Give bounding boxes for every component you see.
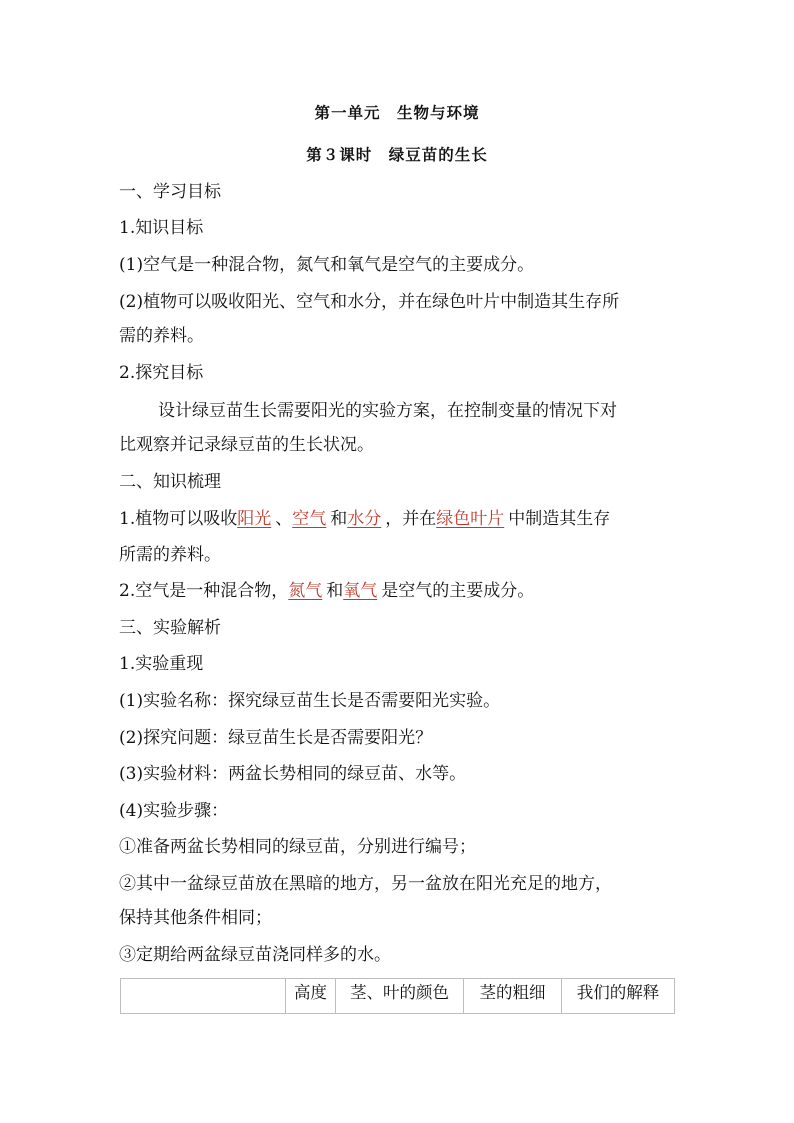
observation-table: [120, 978, 675, 1014]
table-header-thickness: 茎的粗细: [464, 979, 562, 1014]
table-header-explanation: 我们的解释: [562, 979, 675, 1014]
answer-oxygen: 氧气: [343, 581, 378, 601]
explore-goal-line1: 设计绿豆苗生长需要阳光的实验方案，在控制变量的情况下对: [158, 401, 617, 421]
summary-1-sep1: 、: [275, 509, 293, 529]
step-3: ③定期给两盆绿豆苗浇同样多的水。: [119, 945, 391, 965]
experiment-materials: (3)实验材料：两盆长势相同的绿豆苗、水等。: [119, 764, 467, 784]
summary-1-mid: ，并在: [385, 509, 437, 529]
answer-air: 空气: [292, 509, 327, 529]
experiment-name: (1)实验名称：探究绿豆苗生长是否需要阳光实验。: [119, 691, 501, 711]
experiment-question: (2)探究问题：绿豆苗生长是否需要阳光？: [119, 728, 433, 748]
answer-nitrogen: 氮气: [288, 581, 323, 601]
summary-2-sep: 和: [326, 581, 344, 601]
summary-line-1-cont: 所需的养料。: [119, 545, 221, 565]
knowledge-goal-title: 1.知识目标: [119, 218, 204, 238]
answer-water: 水分: [347, 509, 382, 529]
table-header-color: 茎、叶的颜色: [336, 979, 464, 1014]
section-3-title: 三、实验解析: [119, 618, 221, 638]
summary-2-suffix: 是空气的主要成分。: [381, 581, 535, 601]
table-header-blank: [121, 979, 286, 1014]
knowledge-goal-2-line1: (2)植物可以吸收阳光、空气和水分，并在绿色叶片中制造其生存所: [119, 292, 620, 312]
summary-1-prefix: 1.植物可以吸收: [119, 509, 238, 529]
summary-line-1: [119, 507, 679, 531]
explore-goal-title: 2.探究目标: [119, 363, 204, 383]
table-header-row: [121, 979, 675, 1014]
summary-1-sep2: 和: [330, 509, 348, 529]
summary-line-2: [119, 579, 679, 603]
summary-2-prefix: 2.空气是一种混合物，: [119, 581, 289, 601]
knowledge-goal-1: (1)空气是一种混合物，氮气和氧气是空气的主要成分。: [119, 255, 535, 275]
section-2-title: 二、知识梳理: [119, 472, 221, 492]
knowledge-goal-2-line2: 需的养料。: [119, 326, 204, 346]
experiment-subtitle: 1.实验重现: [119, 654, 204, 674]
summary-1-suffix: 中制造其生存: [508, 509, 611, 529]
lesson-title: 第３课时 绿豆苗的生长: [306, 146, 488, 164]
answer-sunlight: 阳光: [237, 509, 272, 529]
experiment-steps-title: (4)实验步骤：: [119, 801, 229, 821]
table-header-height: 高度: [286, 979, 336, 1014]
step-1: ①准备两盆长势相同的绿豆苗，分别进行编号；: [119, 837, 476, 857]
section-1-title: 一、学习目标: [119, 182, 221, 202]
explore-goal-line2: 比观察并记录绿豆苗的生长状况。: [119, 435, 374, 455]
step-2-line1: ②其中一盆绿豆苗放在黑暗的地方，另一盆放在阳光充足的地方，: [119, 874, 612, 894]
step-2-line2: 保持其他条件相同；: [119, 908, 272, 928]
answer-green-leaves: 绿色叶片: [436, 509, 505, 529]
unit-title: 第一单元 生物与环境: [314, 104, 480, 122]
